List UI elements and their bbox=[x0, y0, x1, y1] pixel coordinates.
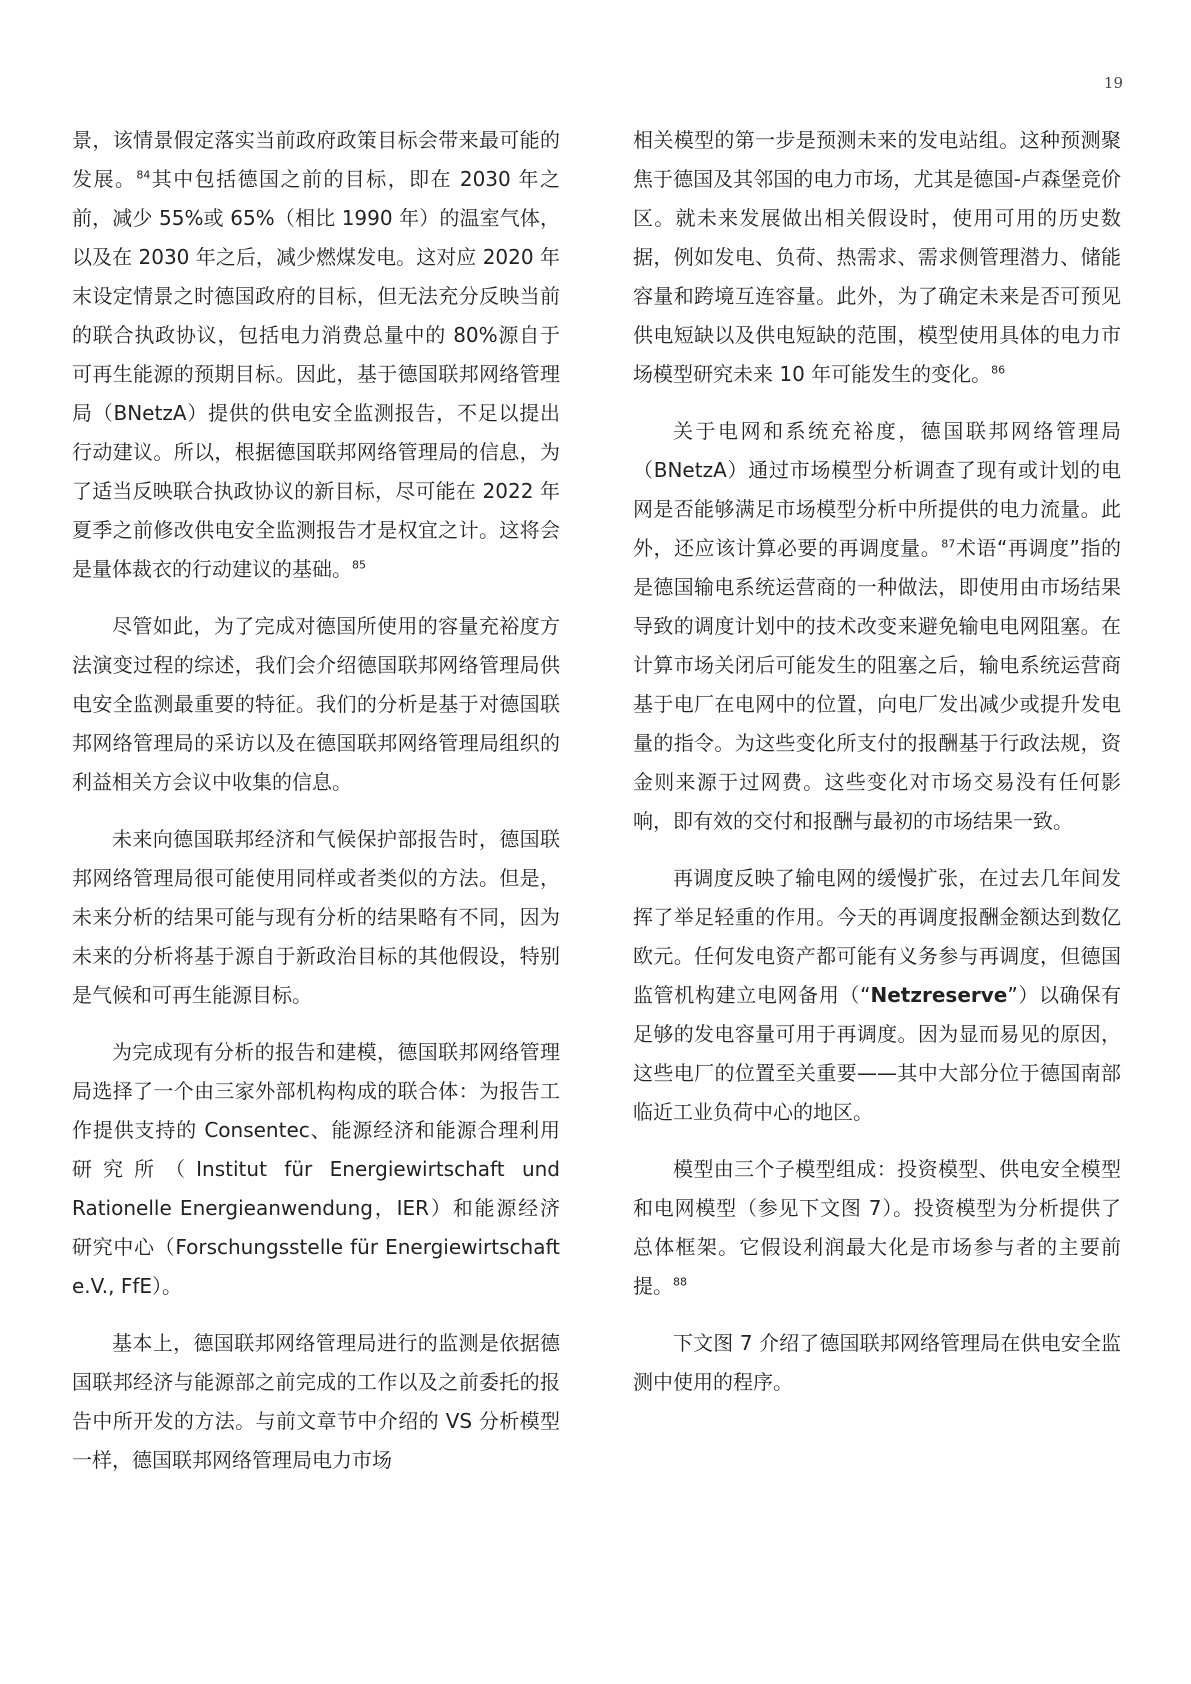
paragraph bbox=[72, 121, 560, 589]
paragraph-text: 基本上，德国联邦网络管理局进行的监测是依据德国联邦经济与能源部之前完成的工作以及之前委托的报告中所开发的方法。与前文章节中介绍的 VS 分析模型一样，德国联邦网络管理局电力市场 bbox=[72, 1331, 560, 1472]
right-column bbox=[633, 121, 1121, 1420]
paragraph-text: 为完成现有分析的报告和建模，德国联邦网络管理局选择了一个由三家外部机构构成的联合体：为报告工作提供支持的 Consentec、能源经济和能源合理利用研究所（Institut für Energiewirtschaft und Rationelle Energieanwendung，IER）和能源经济研究中心（Forschungsstelle für Energiewirtschaft e.V., FfE）。 bbox=[72, 1040, 560, 1298]
left-column bbox=[72, 121, 560, 1498]
paragraph bbox=[633, 859, 1121, 1132]
footnote-ref: 85 bbox=[352, 558, 366, 572]
paragraph-text: 未来向德国联邦经济和气候保护部报告时，德国联邦网络管理局很可能使用同样或者类似的方法。但是，未来分析的结果可能与现有分析的结果略有不同，因为未来的分析将基于源自于新政治目标的其他假设，特别是气候和可再生能源目标。 bbox=[72, 827, 560, 1007]
paragraph-text: 相关模型的第一步是预测未来的发电站组。这种预测聚焦于德国及其邻国的电力市场，尤其是德国-卢森堡竞价区。就未来发展做出相关假设时，使用可用的历史数据，例如发电、负荷、热需求、需求侧管理潜力、储能容量和跨境互连容量。此外，为了确定未来是否可预见供电短缺以及供电短缺的范围，模型使用具体的电力市场模型研究未来 10 年可能发生的变化。 bbox=[633, 128, 1121, 386]
page-number: 19 bbox=[1103, 74, 1123, 92]
paragraph bbox=[633, 1150, 1121, 1306]
paragraph-text: 关于电网和系统充裕度，德国联邦网络管理局（BNetzA）通过市场模型分析调查了现有或计划的电网是否能够满足市场模型分析中所提供的电力流量。此外，还应该计算必要的再调度量。 bbox=[633, 419, 1121, 560]
paragraph-text: 下文图 7 介绍了德国联邦网络管理局在供电安全监测中使用的程序。 bbox=[633, 1331, 1121, 1394]
paragraph-text: 其中包括德国之前的目标，即在 2030 年之前，减少 55%或 65%（相比 1990 年）的温室气体，以及在 2030 年之后，减少燃煤发电。这对应 2020 年末设定情景之时德国政府的目标，但无法充分反映当前的联合执政协议，包括电力消费总量中的 80%源自于可再生能源的预期目标。因此，基于德国联邦网络管理局（BNetzA）提供的供电安全监测报告，不足以提出行动建议。所以，根据德国联邦网络管理局的信息，为了适当反映联合执政协议的新目标，尽可能在 2022 年夏季之前修改供电安全监测报告才是权宜之计。这将会是量体裁衣的行动建议的基础。 bbox=[72, 167, 560, 581]
paragraph-text: 景，该情景假定落实当前政府政策目标会带来最可能的发展。 bbox=[72, 128, 560, 191]
footnote-ref: 84 bbox=[136, 168, 151, 182]
paragraph bbox=[72, 1033, 560, 1306]
paragraph bbox=[633, 121, 1121, 394]
paragraph bbox=[72, 820, 560, 1015]
paragraph bbox=[72, 1324, 560, 1480]
paragraph-text: ”）以确保有足够的发电容量可用于再调度。因为显而易见的原因，这些电厂的位置至关重要——其中大部分位于德国南部临近工业负荷中心的地区。 bbox=[633, 983, 1121, 1124]
paragraph bbox=[72, 607, 560, 802]
paragraph-text: 术语“再调度”指的是德国输电系统运营商的一种做法，即使用由市场结果导致的调度计划中的技术改变来避免输电电网阻塞。在计算市场关闭后可能发生的阻塞之后，输电系统运营商基于电厂在电网中的位置，向电厂发出减少或提升发电量的指令。为这些变化所支付的报酬基于行政法规，资金则来源于过网费。这些变化对市场交易没有任何影响，即有效的交付和报酬与最初的市场结果一致。 bbox=[633, 536, 1121, 833]
footnote-ref: 88 bbox=[673, 1275, 687, 1289]
paragraph-text: 模型由三个子模型组成：投资模型、供电安全模型和电网模型（参见下文图 7）。投资模型为分析提供了总体框架。它假设利润最大化是市场参与者的主要前提。 bbox=[633, 1157, 1121, 1298]
paragraph bbox=[633, 412, 1121, 841]
bold-term: Netzreserve bbox=[870, 983, 1008, 1007]
paragraph-text: 尽管如此，为了完成对德国所使用的容量充裕度方法演变过程的综述，我们会介绍德国联邦网络管理局供电安全监测最重要的特征。我们的分析是基于对德国联邦网络管理局的采访以及在德国联邦网络管理局组织的利益相关方会议中收集的信息。 bbox=[72, 614, 560, 794]
paragraph bbox=[633, 1324, 1121, 1402]
footnote-ref: 87 bbox=[941, 537, 956, 551]
footnote-ref: 86 bbox=[991, 363, 1006, 377]
paragraph-text: 再调度反映了输电网的缓慢扩张，在过去几年间发挥了举足轻重的作用。今天的再调度报酬金额达到数亿欧元。任何发电资产都可能有义务参与再调度，但德国监管机构建立电网备用（“ bbox=[633, 866, 1121, 1007]
